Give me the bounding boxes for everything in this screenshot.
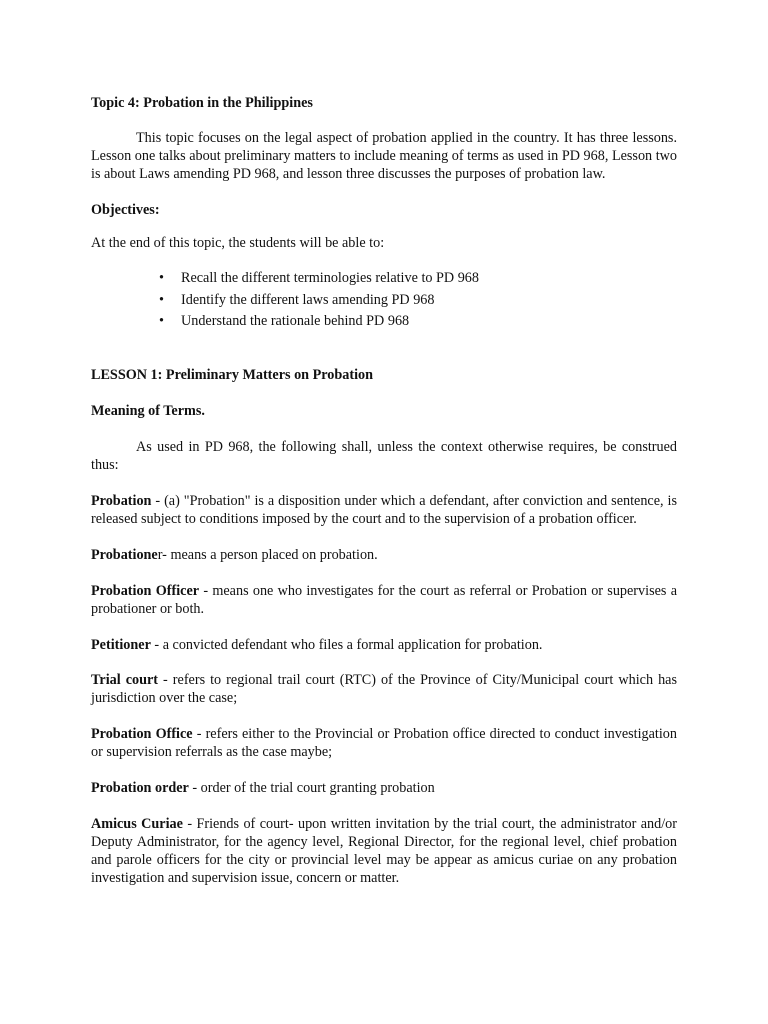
- term-probation: [91, 492, 677, 528]
- term-probation-order: [91, 779, 677, 797]
- term-probation-officer: [91, 582, 677, 618]
- term-definition: - refers to regional trail court (RTC) of the Province of City/Municipal court which has jurisdiction over the case;: [91, 671, 677, 706]
- term-name: Probation: [91, 492, 152, 509]
- term-trial-court: [91, 671, 677, 707]
- lesson-intro-paragraph: As used in PD 968, the following shall, unless the context otherwise requires, be construed thus:: [91, 438, 677, 473]
- objectives-heading: Objectives:: [91, 202, 160, 218]
- objective-text: Identify the different laws amending PD 968: [181, 291, 435, 308]
- topic-intro-paragraph: This topic focuses on the legal aspect of probation applied in the country. It has three lessons. Lesson one talks about preliminary matters to include meaning of terms as used in PD 968, Lesson two is about Laws amending PD 968, and lesson three discusses the purposes of probation law.: [91, 130, 677, 182]
- term-name: Probation order: [91, 779, 189, 796]
- bullet-icon: •: [159, 270, 164, 286]
- objective-item: [159, 312, 677, 334]
- term-probation-office: [91, 725, 677, 761]
- bullet-icon: •: [159, 291, 164, 308]
- term-definition: - Friends of court- upon written invitation by the trial court, the administrator and/or Deputy Administrator, for the agency level, Regional Director, for the regional level, chief probation and parole officers for the city or provincial level may be appear as amicus curiae on any probation investigation and supervision issue, concern or matter.: [91, 815, 677, 886]
- objective-item: [159, 291, 677, 313]
- term-definition: - (a) "Probation" is a disposition under which a defendant, after conviction and sentence, is released subject to conditions imposed by the court and to the supervision of a probation officer.: [91, 492, 677, 527]
- term-definition: - a convicted defendant who files a formal application for probation.: [150, 636, 543, 653]
- term-definition: - means one who investigates for the court as referral or Probation or supervises a probationer or both.: [91, 582, 677, 617]
- term-petitioner: [91, 636, 677, 654]
- document-page: [91, 94, 677, 887]
- term-name: Probatione: [91, 546, 158, 563]
- term-definition: - order of the trial court granting probation: [188, 779, 435, 796]
- objectives-lead: At the end of this topic, the students will be able to:: [91, 235, 385, 251]
- term-amicus-curiae: [91, 815, 677, 887]
- objectives-list: [91, 269, 677, 334]
- objective-item: [159, 269, 677, 291]
- lesson-title: LESSON 1: Preliminary Matters on Probation: [91, 366, 374, 383]
- topic-title: Topic 4: Probation in the Philippines: [91, 95, 313, 111]
- term-name: Probation Office: [91, 725, 193, 742]
- objective-text: Understand the rationale behind PD 968: [181, 313, 410, 329]
- objective-text: Recall the different terminologies relative to PD 968: [181, 270, 479, 286]
- term-name: Probation Officer: [91, 582, 200, 599]
- term-definition: - refers either to the Provincial or Probation office directed to conduct investigation or supervision referrals as the case maybe;: [91, 725, 677, 760]
- term-probationer: [91, 546, 677, 564]
- bullet-icon: •: [159, 313, 164, 329]
- term-name: Petitioner: [91, 636, 151, 653]
- meaning-of-terms-heading: Meaning of Terms.: [91, 402, 205, 419]
- term-definition: r- means a person placed on probation.: [157, 546, 378, 563]
- term-name: Trial court: [91, 671, 159, 688]
- term-name: Amicus Curiae: [91, 815, 183, 832]
